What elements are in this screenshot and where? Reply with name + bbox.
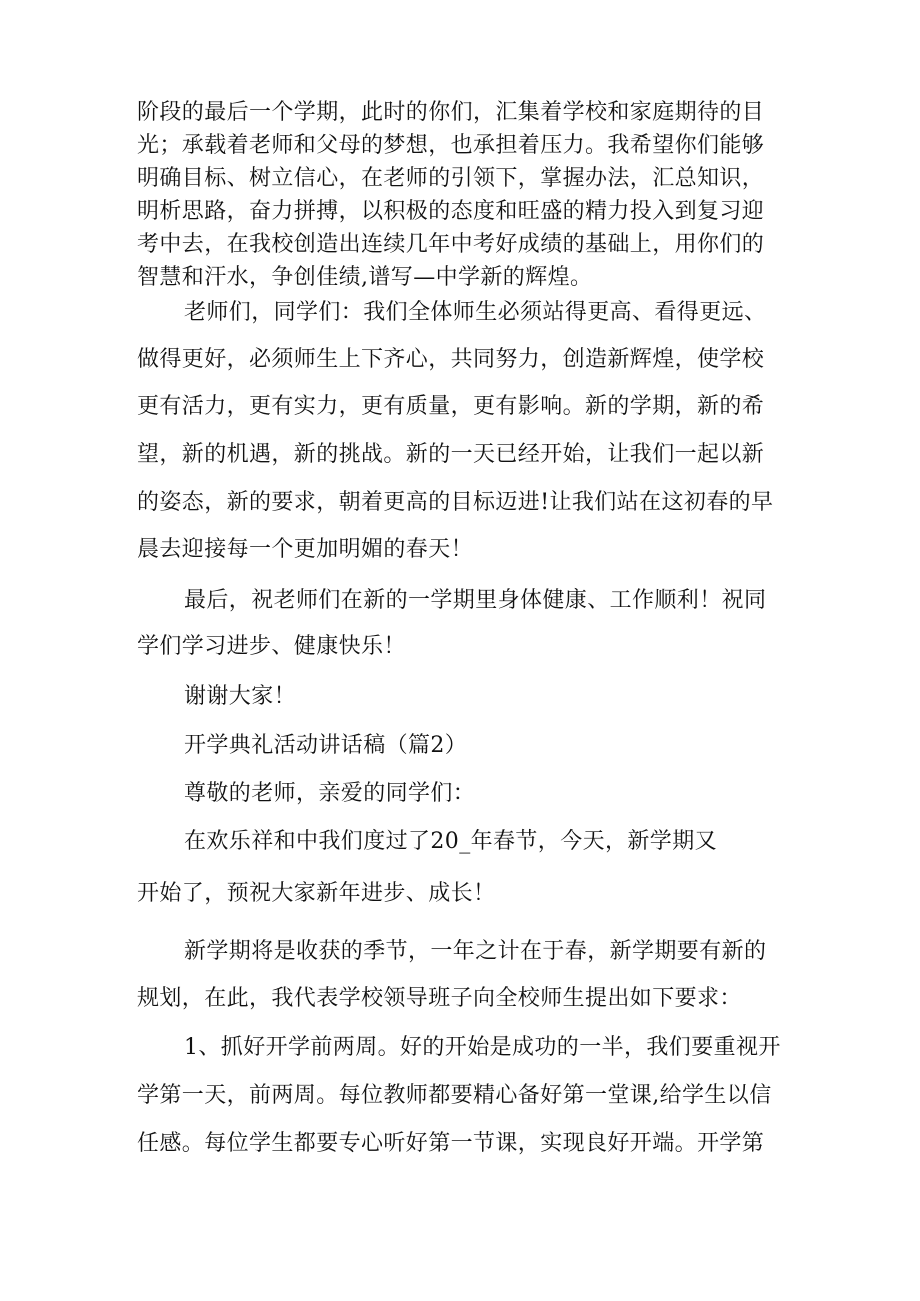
text-line: 的姿态，新的要求，朝着更高的目标迈进!让我们站在这初春的早 — [137, 490, 774, 515]
salutation: 尊敬的老师，亲爱的同学们： — [184, 781, 476, 806]
text-line: 最后，祝老师们在新的一学期里身体健康、工作顺利！祝同 — [184, 588, 767, 613]
text-line: 在欢乐祥和中我们度过了20_年春节，今天，新学期又 — [184, 829, 717, 854]
text-line: 学们学习进步、健康快乐！ — [137, 634, 406, 659]
text-line: 老师们，同学们：我们全体师生必须站得更高、看得更远、 — [184, 300, 767, 325]
text-line: 做得更好，必须师生上下齐心，共同努力，创造新辉煌，使学校 — [137, 347, 765, 372]
section-title: 开学典礼活动讲话稿（篇2） — [184, 733, 468, 758]
text-line: 开始了，预祝大家新年进步、成长！ — [137, 881, 496, 906]
text-line: 阶段的最后一个学期，此时的你们，汇集着学校和家庭期待的目 — [137, 100, 765, 125]
text-line: 望，新的机遇，新的挑战。新的一天已经开始，让我们一起以新 — [137, 442, 765, 467]
text-line: 光；承载着老师和父母的梦想，也承担着压力。我希望你们能够 — [137, 133, 765, 158]
text-line: 明析思路，奋力拼搏，以积极的态度和旺盛的精力投入到复习迎 — [137, 199, 765, 224]
text-line: 更有活力，更有实力，更有质量，更有影响。新的学期，新的希 — [137, 394, 765, 419]
thanks-line: 谢谢大家！ — [184, 684, 297, 709]
text-line: 晨去迎接每一个更加明媚的春天！ — [137, 537, 474, 562]
text-line: 任感。每位学生都要专心听好第一节课，实现良好开端。开学第 — [137, 1131, 765, 1156]
text-line: 规划，在此，我代表学校领导班子向全校师生提出如下要求： — [137, 986, 742, 1011]
text-line: 智慧和汗水，争创佳绩,谱写—中学新的辉煌。 — [137, 265, 593, 290]
text-line: 1、抓好开学前两周。好的开始是成功的一半，我们要重视开 — [184, 1035, 781, 1060]
text-line: 新学期将是收获的季节，一年之计在于春，新学期要有新的 — [184, 939, 767, 964]
text-line: 考中去，在我校创造出连续几年中考好成绩的基础上，用你们的 — [137, 232, 765, 257]
text-line: 学第一天，前两周。每位教师都要精心备好第一堂课,给学生以信 — [137, 1083, 772, 1108]
text-line: 明确目标、树立信心，在老师的引领下，掌握办法，汇总知识， — [137, 166, 765, 191]
